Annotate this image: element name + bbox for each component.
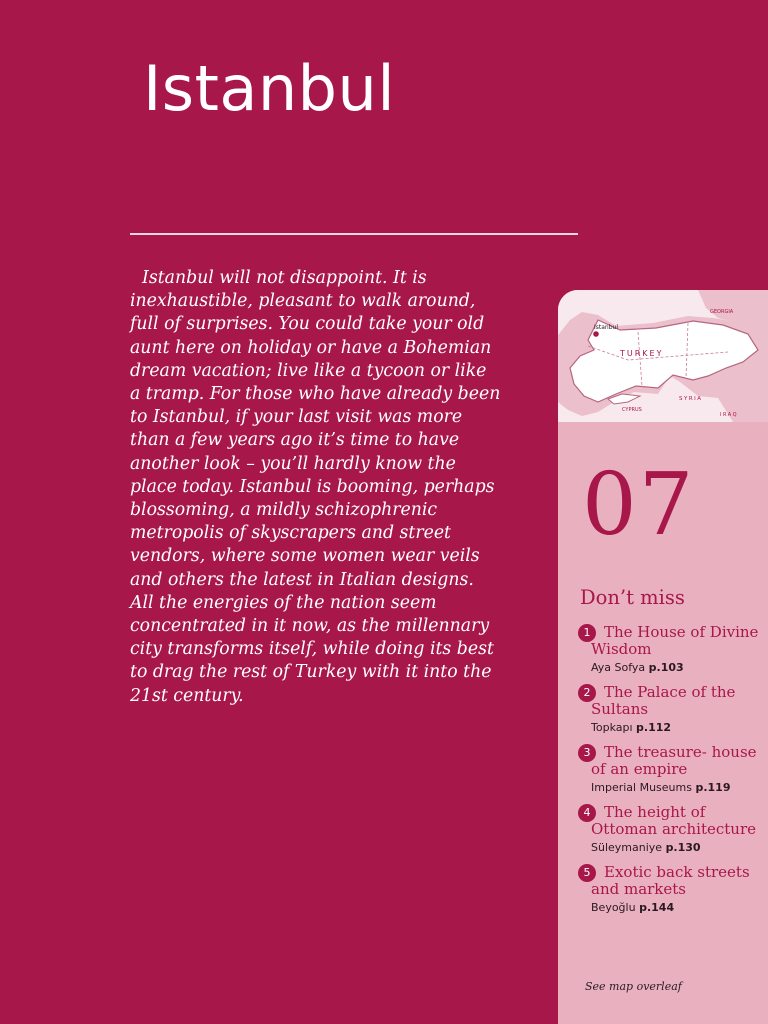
map-label-iraq: IRAQ [720,412,739,418]
highlight-title: The treasure- house of an empire [591,743,757,778]
star-badge-icon: 1 [578,624,596,642]
highlight-page-ref[interactable]: Beyoğlu p.144 [591,901,675,914]
star-badge-icon: 3 [578,744,596,762]
star-badge-icon: 4 [578,804,596,822]
sidebar-panel [558,290,768,1024]
highlight-page-ref[interactable]: Süleymaniye p.130 [591,841,701,854]
star-badge-icon: 5 [578,864,596,882]
highlight-item [578,804,763,855]
star-badge-icon: 2 [578,684,596,702]
highlight-item [578,744,763,795]
chapter-number: 07 [582,455,696,555]
turkey-map-graphic [558,290,768,422]
highlight-title: Exotic back streets and markets [591,863,750,898]
title-divider [130,233,578,235]
highlight-page-ref[interactable]: Imperial Museums p.119 [591,781,731,794]
map-label-syria: SYRIA [679,396,703,402]
highlight-title: The Palace of the Sultans [591,683,736,718]
intro-paragraph: Istanbul will not disappoint. It is inexhaustible, pleasant to walk around, full of surprises. You could take your old aunt here on holiday or have a Bohemian dream vacation; live like a tycoon or like a tramp. For those who have already been to Istanbul, if your last visit was more than a few years ago it’s time to have another look – you’ll hardly know the place today. Istanbul is booming, perhaps blossoming, a mildly schizophrenic metropolis of skyscrapers and street vendors, where some women wear veils and others the latest in Italian designs. All the energies of the nation seem concentrated in it now, as the millennary city transforms itself, while doing its best to drag the rest of Turkey with it into the 21st century. [130,268,501,706]
map-label-cyprus: CYPRUS [622,407,642,413]
page-title: Istanbul [143,52,396,125]
turkey-locator-map [558,290,768,422]
highlight-item [578,684,763,735]
map-label-turkey: TURKEY [620,349,664,358]
highlight-title: The height of Ottoman architecture [591,803,756,838]
highlight-item [578,624,763,675]
highlight-page-ref[interactable]: Topkapı p.112 [591,721,672,734]
see-map-note: See map overleaf [585,980,682,993]
highlight-title: The House of Divine Wisdom [591,623,759,658]
highlight-item [578,864,763,915]
dont-miss-heading: Don’t miss [580,586,685,609]
highlight-page-ref[interactable]: Aya Sofya p.103 [591,661,684,674]
map-label-istanbul: Istanbul [594,324,619,331]
map-label-georgia: GEORGIA [710,309,734,315]
highlights-list [578,624,763,915]
